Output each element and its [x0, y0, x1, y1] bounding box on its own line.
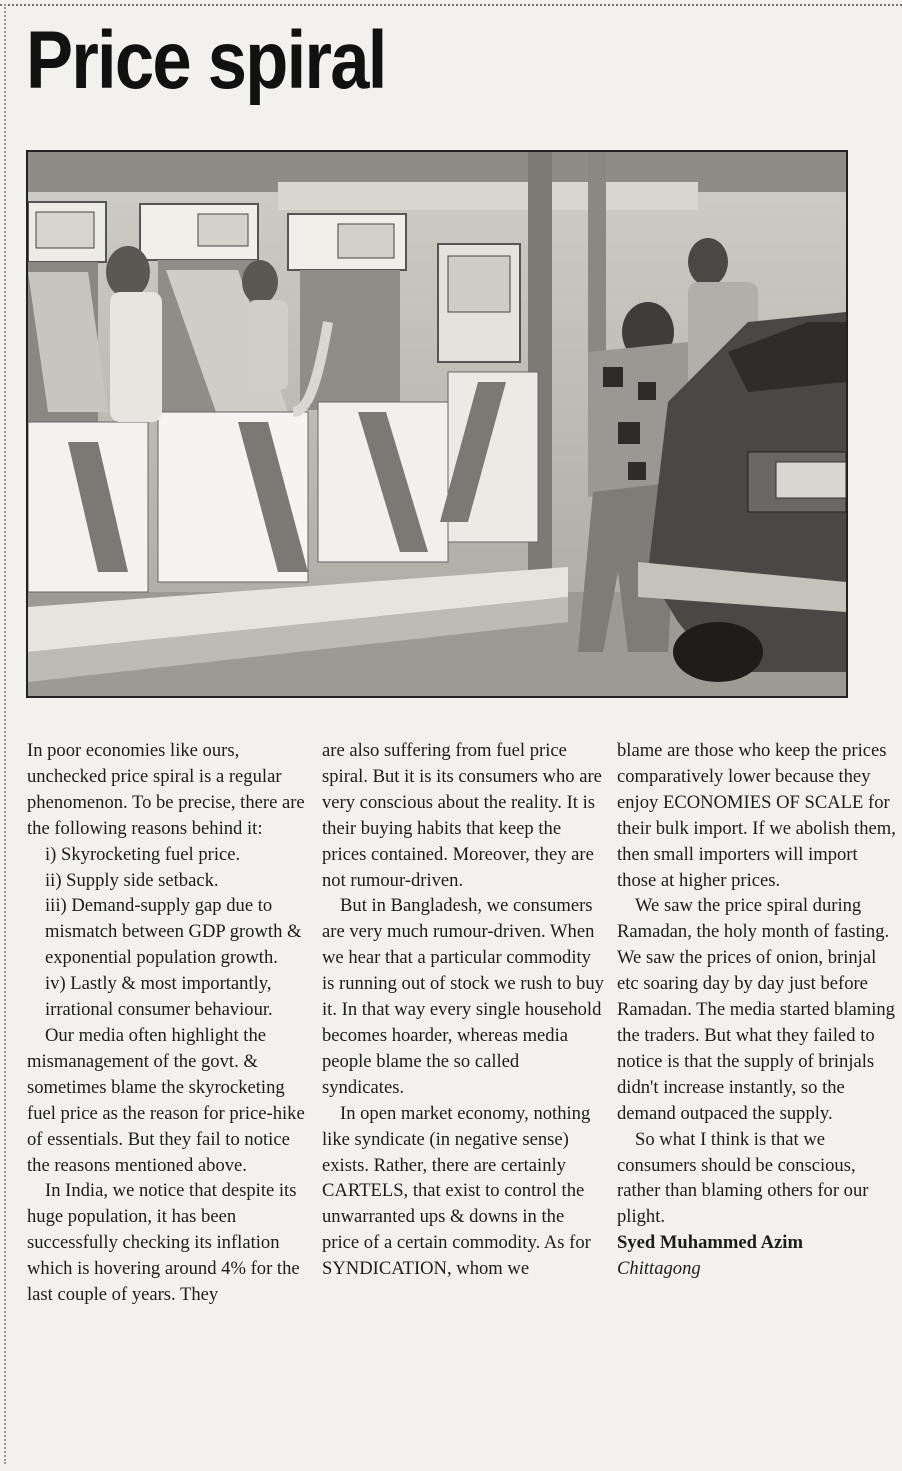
- fuel-station-image: [28, 152, 846, 696]
- author-name: Syed Muhammed Azim: [617, 1232, 803, 1254]
- article-column-2: [322, 738, 604, 1282]
- article-paragraph: i) Skyrocketing fuel price.: [45, 843, 241, 865]
- article-paragraph: We saw the price spiral during Ramadan, the holy month of fasting. We saw the prices of onion, brinjal etc soaring day by day just before Ramadan. The media started blaming the traders. But what they failed to notice is that the supply of brinjals didn't increase instantly, so the demand outpaced the supply.: [617, 895, 895, 1124]
- article-paragraph: In India, we notice that despite its huge population, it has been successfully checking its inflation which is hovering around 4% for the last couple of years. They: [27, 1180, 300, 1306]
- page-top-border: [0, 4, 902, 6]
- article-paragraph: But in Bangladesh, we consumers are very much rumour-driven. When we hear that a particular commodity is running out of stock we rush to buy it. In that way every single household becomes hoarder, whereas media people blame the so called syndicates.: [322, 895, 604, 1098]
- article-column-1: [27, 738, 309, 1308]
- article-photo: [26, 150, 848, 698]
- article-column-3: [617, 738, 899, 1282]
- article-paragraph: iv) Lastly & most importantly, irrational consumer behaviour.: [45, 973, 273, 1021]
- article-paragraph: In open market economy, nothing like syndicate (in negative sense) exists. Rather, there are certainly CARTELS, that exist to control the unwarranted ups & downs in the price of a certain commodity. As for SYNDICATION, whom we: [322, 1102, 591, 1280]
- paragraph-container: [617, 738, 899, 1230]
- article-paragraph: Our media often highlight the mismanagement of the govt. & sometimes blame the skyrocketing fuel price as the reason for price-hike of essentials. But they fail to notice the reasons mentioned above.: [27, 1024, 305, 1176]
- article-paragraph: ii) Supply side setback.: [45, 869, 219, 891]
- page-left-border: [4, 4, 6, 1464]
- article-paragraph: In poor economies like ours, unchecked price spiral is a regular phenomenon. To be precise, there are the following reasons behind it:: [27, 740, 305, 839]
- article-paragraph: are also suffering from fuel price spiral. But it is its consumers who are very conscious about the reality. It is their buying habits that keep the prices contained. Moreover, they are not rumour-driven.: [322, 740, 602, 891]
- author-location: Chittagong: [617, 1258, 701, 1280]
- article-paragraph: blame are those who keep the prices comparatively lower because they enjoy ECONOMIES OF SCALE for their bulk import. If we abolish them, then small importers will import those at higher prices.: [617, 740, 896, 891]
- article-paragraph: So what I think is that we consumers should be conscious, rather than blaming others for our plight.: [617, 1128, 869, 1228]
- article-headline: Price spiral: [26, 15, 386, 106]
- article-paragraph: iii) Demand-supply gap due to mismatch between GDP growth & exponential population growth.: [45, 895, 302, 969]
